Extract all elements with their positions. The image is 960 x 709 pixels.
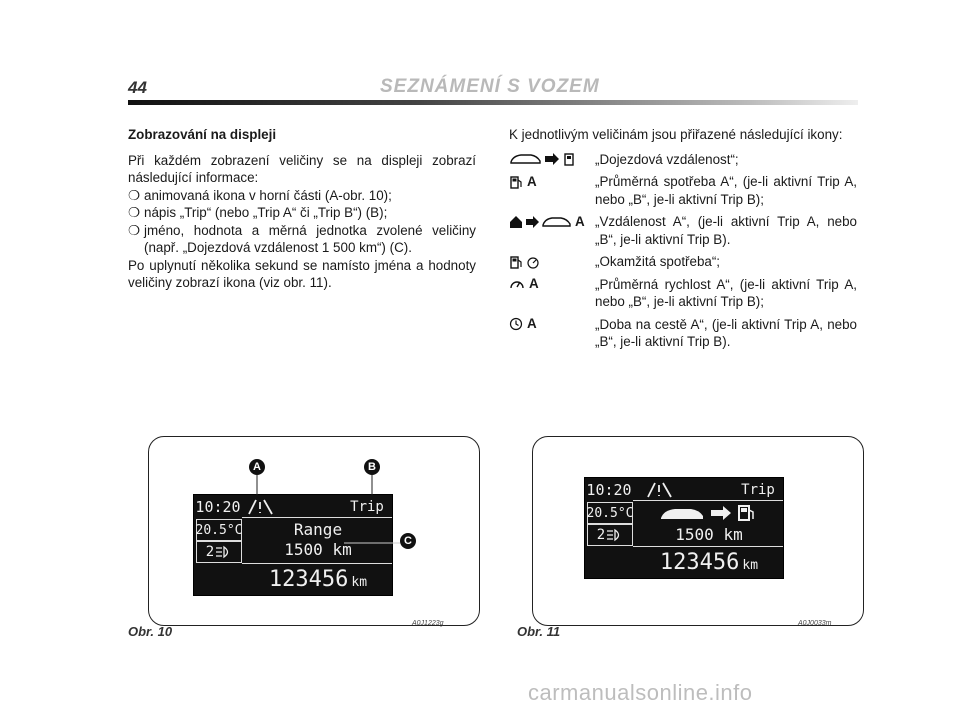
- callout-a-leader: [249, 475, 269, 499]
- odometer: [637, 550, 781, 574]
- outro-paragraph: Po uplynutí několika sekund se namísto jména a hodnoty veličiny zobrazí ikona (viz obr. 11).: [128, 257, 476, 290]
- icon-row: [509, 173, 857, 208]
- gear-value: 2: [205, 544, 215, 560]
- icon-description: „Dojezdová vzdálenost“;: [595, 151, 739, 167]
- figure-10: [148, 436, 480, 626]
- figure-10-code: A0J1223g: [412, 620, 444, 627]
- callout-b: B: [364, 459, 380, 475]
- trip-label: Trip: [350, 499, 384, 515]
- trip-label: Trip: [741, 482, 775, 498]
- odometer-unit: km: [742, 557, 759, 573]
- speedometer-icon: [509, 276, 595, 293]
- odometer-value: 123456: [659, 549, 740, 575]
- range-icon-group: [637, 502, 781, 524]
- clock-readout: 10:20: [586, 481, 632, 499]
- odometer: [246, 567, 390, 591]
- bullet-marker: ❍: [128, 187, 141, 203]
- clock-readout: 10:20: [195, 498, 241, 516]
- bullet-item: [128, 204, 476, 222]
- temperature-readout: 20.5°C: [587, 502, 633, 524]
- lcd-display: [584, 477, 784, 579]
- page-number: 44: [128, 78, 147, 97]
- right-column: [509, 126, 857, 356]
- odometer-value: 123456: [268, 566, 349, 592]
- trip-letter: A: [575, 213, 585, 229]
- icon-row: [509, 316, 857, 351]
- icon-description: „Okamžitá spotřeba“;: [595, 254, 721, 269]
- header-rule: [128, 100, 858, 105]
- callout-c: C: [400, 533, 416, 549]
- bullet-item: [128, 222, 476, 257]
- icon-description: „Doba na cestě A“, (je-li aktivní Trip A, nebo „B“, je-li aktivní Trip B).: [595, 316, 857, 349]
- gear-value: 2: [596, 527, 606, 543]
- fuel-pump-icon: [509, 173, 595, 190]
- icon-row: [509, 276, 857, 311]
- icons-intro: K jednotlivým veličinám jsou přiřazené následující ikony:: [509, 127, 843, 142]
- quantity-name: Range: [293, 519, 343, 539]
- figure-10-label: Obr. 10: [128, 624, 173, 639]
- headlight-icon: [214, 545, 232, 559]
- icon-row: [509, 213, 857, 248]
- figure-11-label: Obr. 11: [517, 624, 561, 639]
- temperature-readout: 20.5°C: [196, 519, 242, 541]
- odometer-unit: km: [351, 574, 368, 590]
- icon-description: „Průměrná rychlost A“, (je-li aktivní Trip A, nebo „B“, je-li aktivní Trip B);: [595, 276, 857, 309]
- display-divider: [242, 517, 392, 518]
- icon-description: „Vzdálenost A“, (je-li aktivní Trip A, nebo „B“, je-li aktivní Trip B).: [595, 214, 857, 247]
- watermark: carmanualsonline.info: [528, 680, 753, 705]
- trip-letter: A: [527, 173, 537, 189]
- callout-a: A: [249, 459, 265, 475]
- bullet-item: [128, 187, 476, 205]
- intro-paragraph: Při každém zobrazení veličiny se na displeji zobrazí následující informace:: [128, 152, 476, 185]
- icon-row: [509, 253, 857, 271]
- quantity-value: 1500 km: [284, 539, 352, 559]
- figure-11-code: A0J0033m: [798, 620, 832, 627]
- bullet-marker: ❍: [128, 205, 141, 220]
- warning-animation-icon: [645, 480, 675, 500]
- figure-11: [532, 436, 864, 626]
- icon-description: „Průměrná spotřeba A“, (je-li aktivní Trip A, nebo „B“, je-li aktivní Trip B);: [595, 174, 857, 207]
- trip-letter: A: [527, 316, 537, 332]
- trip-letter: A: [529, 276, 539, 292]
- display-divider: [633, 546, 783, 547]
- headlight-icon: [605, 528, 623, 542]
- bullet-text: animovaná ikona v horní části (A-obr. 10);: [144, 187, 392, 203]
- quantity-value: 1500 km: [675, 524, 743, 544]
- callout-c-leader: [344, 537, 404, 549]
- callout-b-leader: [364, 475, 384, 499]
- section-heading: Zobrazování na displeji: [128, 127, 277, 142]
- bullet-marker: ❍: [128, 222, 141, 238]
- gear-indicator: [196, 541, 242, 563]
- bullet-text: jméno, hodnota a měrná jednotka zvolené veličiny (např. „Dojezdová vzdálenost 1 500 km“) (C).: [144, 222, 476, 255]
- warning-animation-icon: [246, 497, 276, 517]
- car-arrow-pump-icon: [509, 151, 595, 168]
- icon-row: [509, 151, 857, 169]
- clock-icon: [509, 316, 595, 333]
- display-divider: [633, 500, 783, 501]
- house-arrow-car-icon: [509, 213, 595, 230]
- chapter-title: SEZNÁMENÍ S VOZEM: [380, 76, 600, 97]
- bullet-text: nápis „Trip“ (nebo „Trip A“ či „Trip B“) (B);: [144, 205, 388, 220]
- gear-indicator: [587, 524, 633, 546]
- display-divider: [242, 563, 392, 564]
- pump-instant-icon: [509, 253, 595, 270]
- left-column: [128, 126, 476, 292]
